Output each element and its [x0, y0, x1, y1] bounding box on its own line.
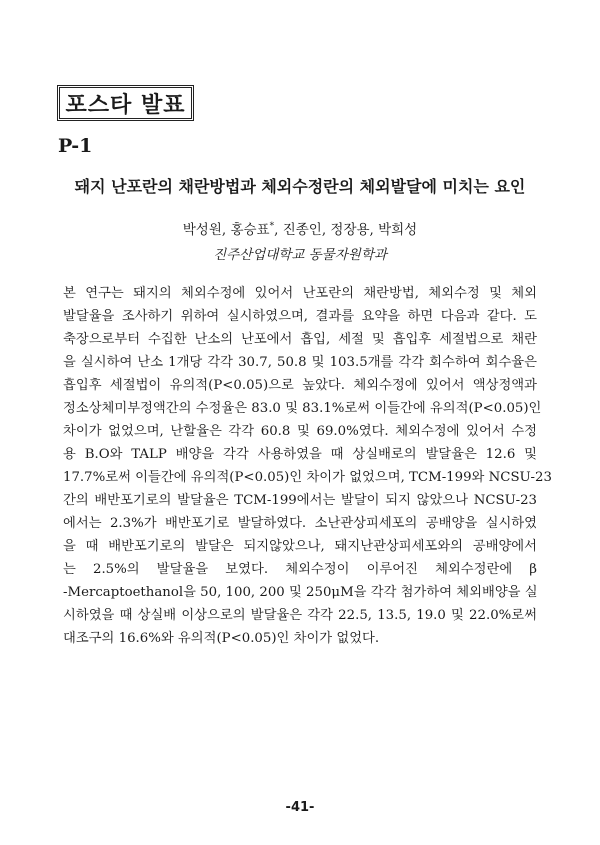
abstract-line: 대조구의 16.6%와 유의적(P<0.05)인 차이가 없었다.: [63, 631, 380, 646]
abstract-line: 정소상체미부정액간의 수정율은 83.0 및 83.1%로써 이들간에 유의적(P<0.05)인: [63, 401, 542, 416]
abstract-line: 시하였을 때 상실배 이상으로의 발달율은 각각 22.5, 13.5, 19.0 및 22.0%로써: [63, 608, 537, 623]
section-label-box: [57, 85, 194, 121]
paper-title: 돼지 난포란의 채란방법과 체외수정란의 체외발달에 미치는 요인: [74, 177, 526, 196]
abstract-line: 축장으로부터 수집한 난소의 난포에서 흡입, 세절 및 흡입후 세절법으로 채란: [63, 332, 537, 347]
abstract-line: 간의 배반포기로의 발달율은 TCM-199에서는 발달이 되지 않았으나 NCSU-23: [63, 493, 537, 508]
abstract-line: 을 실시하여 난소 1개당 각각 30.7, 50.8 및 103.5개를 각각 회수하여 회수율은: [63, 355, 537, 370]
abstract-line: 본 연구는 돼지의 체외수정에 있어서 난포란의 채란방법, 체외수정 및 체외: [63, 286, 537, 301]
abstract-line: 발달율을 조사하기 위하여 실시하였으며, 결과를 요약을 하면 다음과 같다. 도: [63, 309, 537, 324]
abstract-line: 차이가 없었으며, 난할율은 각각 60.8 및 69.0%였다. 체외수정에 있어서 수정: [63, 424, 537, 439]
abstract-line: -Mercaptoethanol을 50, 100, 200 및 250μM을 각각 첨가하여 체외배양을 실: [63, 585, 538, 600]
page-number: -41-: [285, 800, 315, 815]
abstract-line: 에서는 2.3%가 배반포기로 발달하였다. 소난관상피세포의 공배양을 실시하였: [63, 516, 537, 531]
abstract-line: 을 때 배반포기로의 발달은 되지않았으나, 돼지난관상피세포와의 공배양에서: [63, 539, 537, 554]
abstract-line: 흡입후 세절법이 유의적(P<0.05)으로 높았다. 체외수정에 있어서 액상정액과: [63, 378, 537, 393]
section-label: 포스타 발표: [65, 91, 186, 118]
abstract-line: 용 B.O와 TALP 배양을 각각 사용하였을 때 상실배로의 발달율은 12.6 및: [63, 447, 537, 462]
corresponding-author-mark: *: [269, 221, 275, 232]
abstract-line: 는 2.5%의 발달율을 보였다. 체외수정이 이루어진 체외수정란에 β: [63, 562, 537, 577]
author-list: [0, 218, 600, 238]
abstract-body: [63, 282, 552, 650]
authors-remaining: , 진종인, 정장용, 박희성: [274, 222, 418, 238]
paper-id: P-1: [58, 135, 93, 157]
affiliation: 진주산업대학교 동물자원학과: [213, 247, 387, 263]
abstract-line: 17.7%로써 이들간에 유의적(P<0.05)인 차이가 없었으며, TCM-199와 NCSU-23: [63, 470, 552, 485]
authors-primary: 박성원, 홍승표: [182, 222, 270, 238]
